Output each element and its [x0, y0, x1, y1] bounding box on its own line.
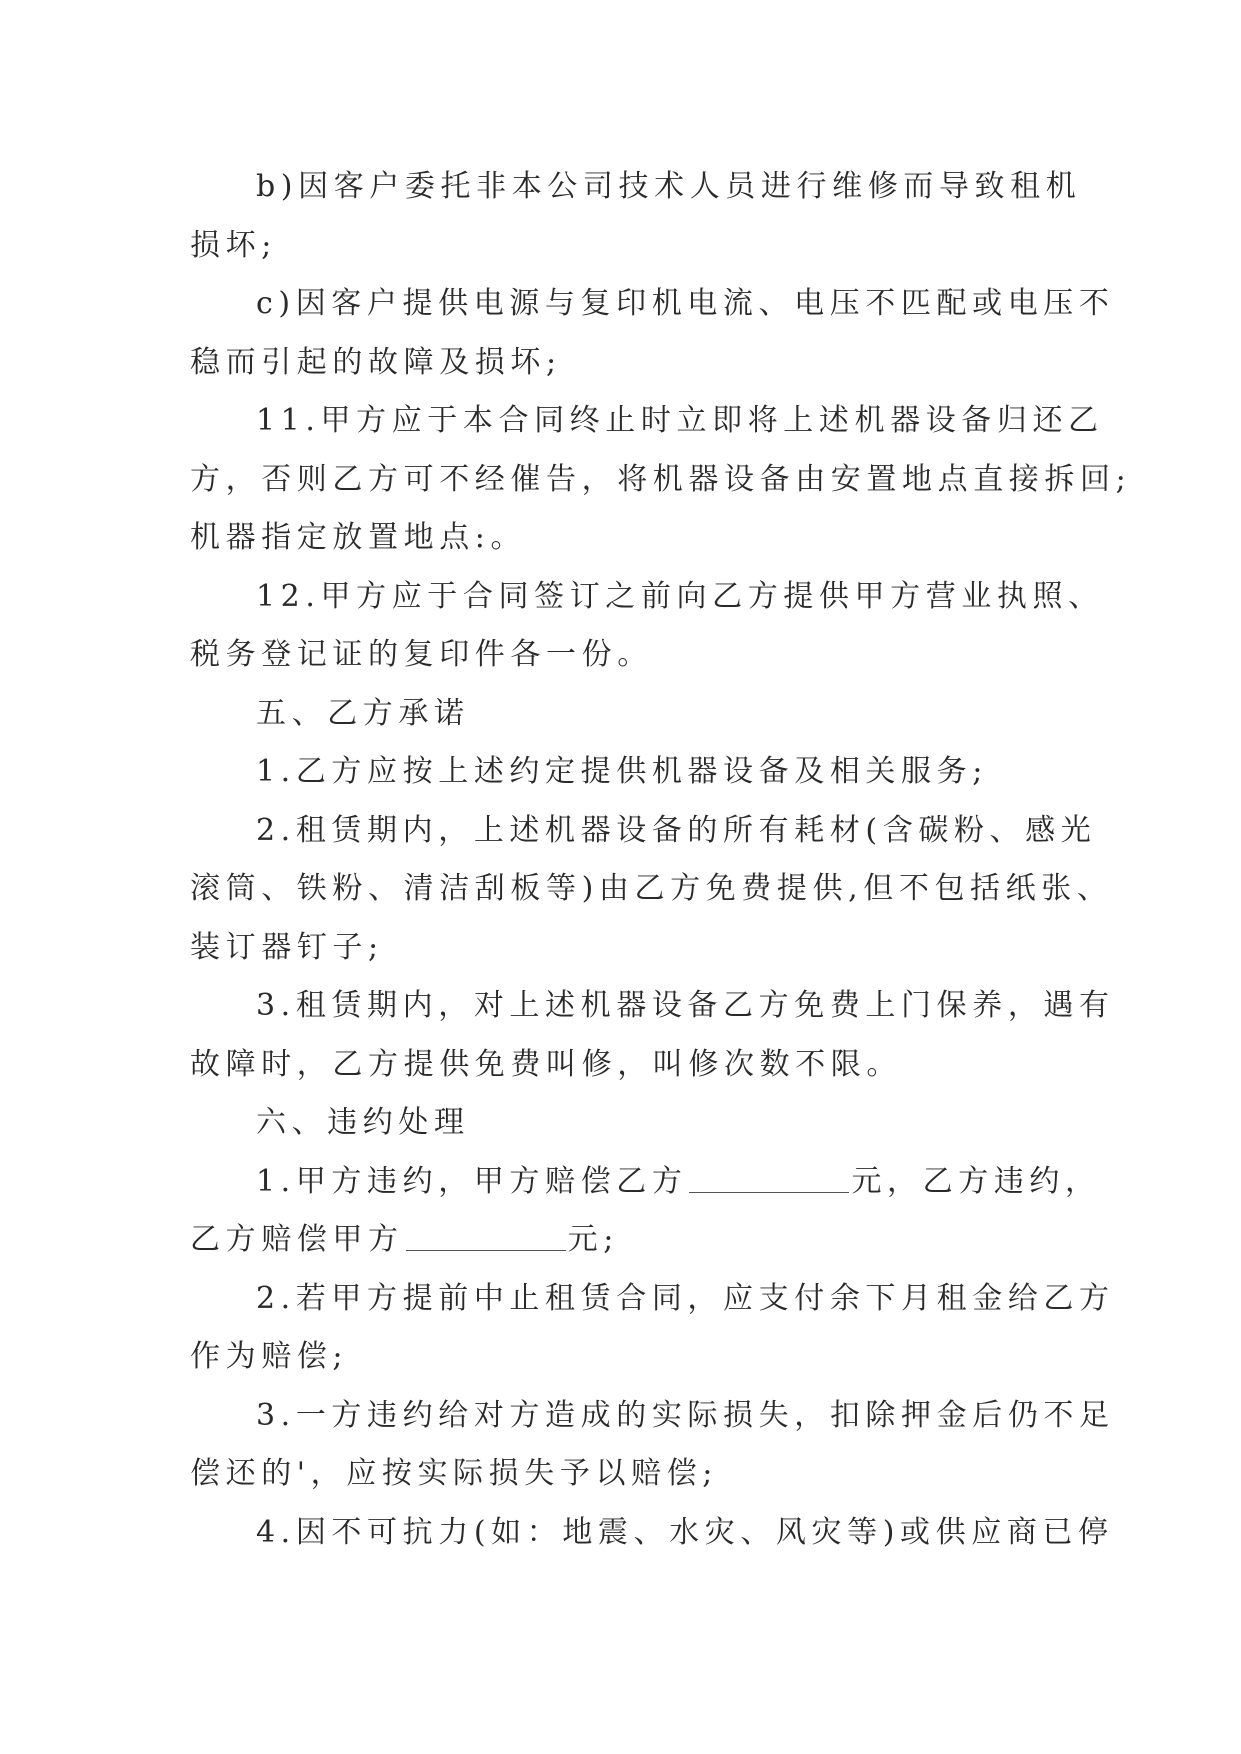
paragraph-clause-11	[190, 392, 1132, 568]
paragraph-clause-c	[190, 275, 1115, 392]
text-line: b)因客户委托非本公司技术人员进行维修而导致租机	[256, 169, 1082, 204]
text-line: 3.租赁期内，对上述机器设备乙方免费上门保养，遇有	[256, 988, 1115, 1023]
penalty-text-d: 元;	[567, 1222, 619, 1257]
text-line: 4.因不可抗力(如：地震、水灾、风灾等)或供应商已停	[256, 1514, 1114, 1550]
amount-blank-field[interactable]	[406, 1220, 566, 1251]
section-heading-party-b-commitments	[190, 685, 1050, 744]
text-line: 2.若甲方提前中止租赁合同，应支付余下月租金给乙方	[256, 1280, 1115, 1316]
paragraph-breach-3	[190, 1387, 1115, 1504]
text-line: 故障时，乙方提供免费叫修，叫修次数不限。	[190, 1046, 902, 1082]
text-line: 机器指定放置地点:。	[190, 520, 527, 555]
text-line: 装订器钉子;	[190, 929, 384, 965]
paragraph-breach-2	[190, 1270, 1115, 1387]
text-line	[190, 1211, 1050, 1270]
penalty-text-b: 元，乙方违约，	[851, 1163, 1101, 1199]
text-line: 11.甲方应于本合同终止时立即将上述机器设备归还乙	[256, 403, 1104, 438]
text-line: 2.租赁期内，上述机器设备的所有耗材(含碳粉、感光	[256, 812, 1097, 848]
section-heading-breach-handling	[190, 1094, 1050, 1153]
amount-blank-field[interactable]	[689, 1162, 849, 1193]
text-line: c)因客户提供电源与复印机电流、电压不匹配或电压不	[256, 286, 1115, 321]
text-line: 3.一方违约给对方造成的实际损失，扣除押金后仍不足	[256, 1397, 1115, 1433]
text-line: 偿还的'，应按实际损失予以赔偿;	[190, 1456, 718, 1491]
paragraph-breach-1	[190, 1153, 1101, 1270]
paragraph-breach-4	[190, 1504, 1114, 1563]
text-line: 稳而引起的故障及损坏;	[190, 344, 562, 380]
text-line: 税务登记证的复印件各一份。	[190, 637, 653, 672]
paragraph-commitment-3	[190, 977, 1115, 1094]
paragraph-clause-b	[190, 158, 1082, 275]
text-line: 损坏;	[190, 227, 277, 263]
text-line: 滚筒、铁粉、清洁刮板等)由乙方免费提供,但不包括纸张、	[190, 871, 1113, 906]
text-line: 方，否则乙方可不经催告，将机器设备由安置地点直接拆回;	[190, 461, 1132, 497]
paragraph-commitment-1	[190, 743, 1050, 802]
penalty-text-c: 乙方赔偿甲方	[190, 1222, 404, 1257]
section-heading: 六、违约处理	[256, 1105, 470, 1140]
document-body	[190, 158, 1132, 1562]
section-heading: 五、乙方承诺	[256, 695, 470, 731]
text-line: 作为赔偿;	[190, 1339, 349, 1374]
penalty-text-a: 1.甲方违约，甲方赔偿乙方	[256, 1163, 688, 1199]
paragraph-commitment-2	[190, 802, 1113, 978]
text-line: 1.乙方应按上述约定提供机器设备及相关服务;	[256, 754, 988, 789]
text-line: 12.甲方应于合同签订之前向乙方提供甲方营业执照、	[256, 578, 1104, 614]
text-line	[190, 1153, 1101, 1212]
paragraph-clause-12	[190, 568, 1104, 685]
